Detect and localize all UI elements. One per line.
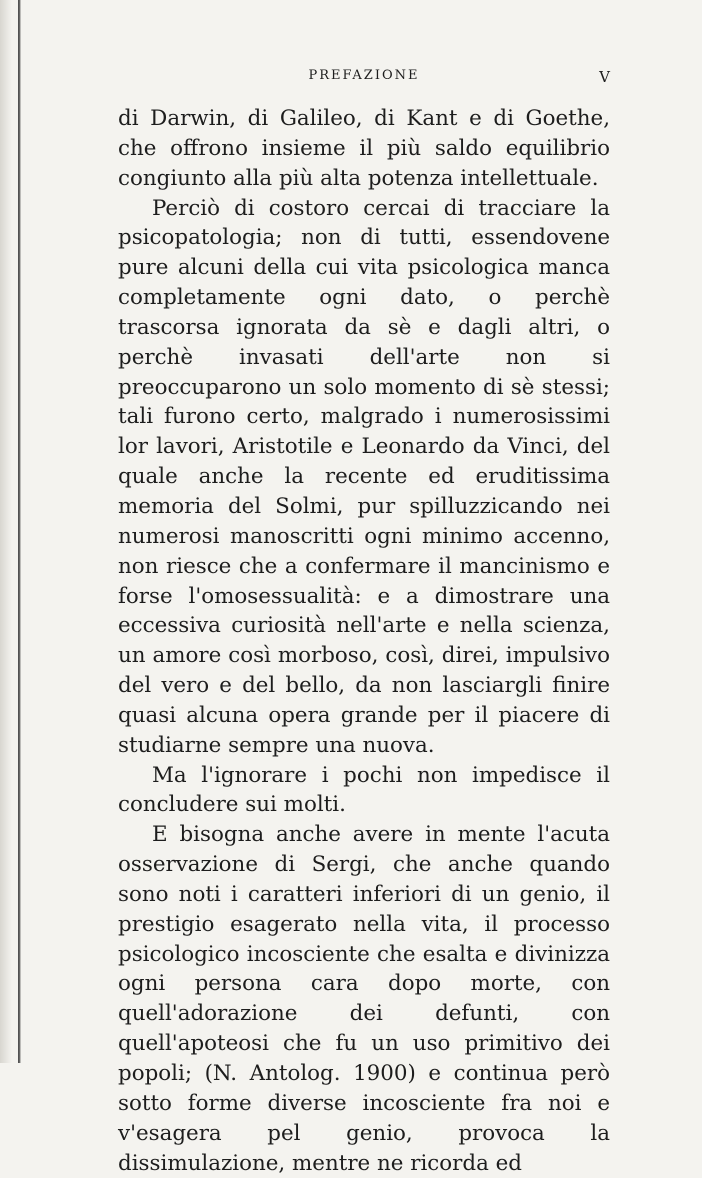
page-number: V bbox=[599, 68, 610, 86]
running-head: PREFAZIONE bbox=[308, 68, 420, 83]
paragraph: E bisogna anche avere in mente l'acuta osservazione di Sergi, che anche quando sono noti i caratteri inferiori di un genio, il prestigio esagerato nella vita, il processo psicologico incosciente che esalta e divinizza ogni persona cara dopo morte, con quell'adorazione dei defunti, con quell'apoteosi che fu un uso primitivo dei popoli; (N. Antolog. 1900) e continua però sotto forme diverse incosciente fra noi e v'esagera pel genio, provoca la dissimulazione, mentre ne ricorda ed bbox=[118, 822, 610, 1176]
page-header bbox=[118, 68, 610, 94]
paragraph: di Darwin, di Galileo, di Kant e di Goethe, che offrono insieme il più saldo equilibrio congiunto alla più alta potenza intellettuale. bbox=[118, 106, 610, 191]
page-gutter-shadow bbox=[0, 0, 12, 1063]
paragraph: Perciò di costoro cercai di tracciare la psicopatologia; non di tutti, essendovene pure alcuni della cui vita psicologica manca completamente ogni dato, o perchè trascorsa ignorata da sè e dagli altri, o perchè invasati dell'arte non si preoccuparono un solo momento di sè stessi; tali furono certo, malgrado i numerosissimi lor lavori, Aristotile e Leonardo da Vinci, del quale anche la recente ed eruditissima memoria del Solmi, pur spilluzzicando nei numerosi manoscritti ogni minimo accenno, non riesce che a confermare il mancinismo e forse l'omosessualità: e a dimostrare una eccessiva curiosità nell'arte e nella scienza, un amore così morboso, così, direi, impulsivo del vero e del bello, da non lasciargli finire quasi alcuna opera grande per il piacere di studiarne sempre una nuova. bbox=[118, 195, 610, 758]
body-text bbox=[118, 104, 610, 1178]
paragraph: Ma l'ignorare i pochi non impedisce il concludere sui molti. bbox=[118, 762, 610, 818]
binding-edge bbox=[18, 0, 21, 1063]
